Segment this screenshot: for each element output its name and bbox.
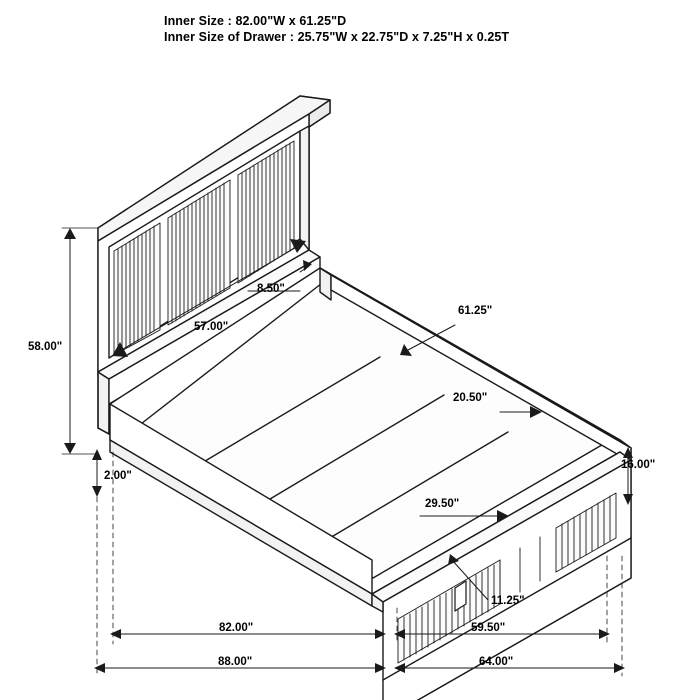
dim-overall-length: 88.00" xyxy=(218,656,253,668)
dim-headboard-height: 58.00" xyxy=(28,341,63,353)
dim-overall-width: 64.00" xyxy=(479,656,514,668)
dim-side-rail-inset: 20.50" xyxy=(453,392,488,404)
dim-inner-length: 82.00" xyxy=(219,622,254,634)
dim-inner-width: 59.50" xyxy=(471,622,506,634)
dim-drawer-front-width: 29.50" xyxy=(425,498,460,510)
dim-headboard-width: 57.00" xyxy=(194,321,229,333)
header-inner-size-text: Inner Size : 82.00"W x 61.25"D xyxy=(164,14,347,28)
dim-headboard-top-offset: 8.50" xyxy=(257,283,285,295)
dim-drawer-front-height: 11.25" xyxy=(491,595,525,607)
dim-rail-bottom-clearance: 2.00" xyxy=(104,470,132,482)
dim-mattress-depth: 61.25" xyxy=(458,305,493,317)
dim-footboard-height: 16.00" xyxy=(621,459,656,471)
header-inner-size-drawer-text: Inner Size of Drawer : 25.75"W x 22.75"D x 7.25"H x 0.25T xyxy=(164,30,510,44)
